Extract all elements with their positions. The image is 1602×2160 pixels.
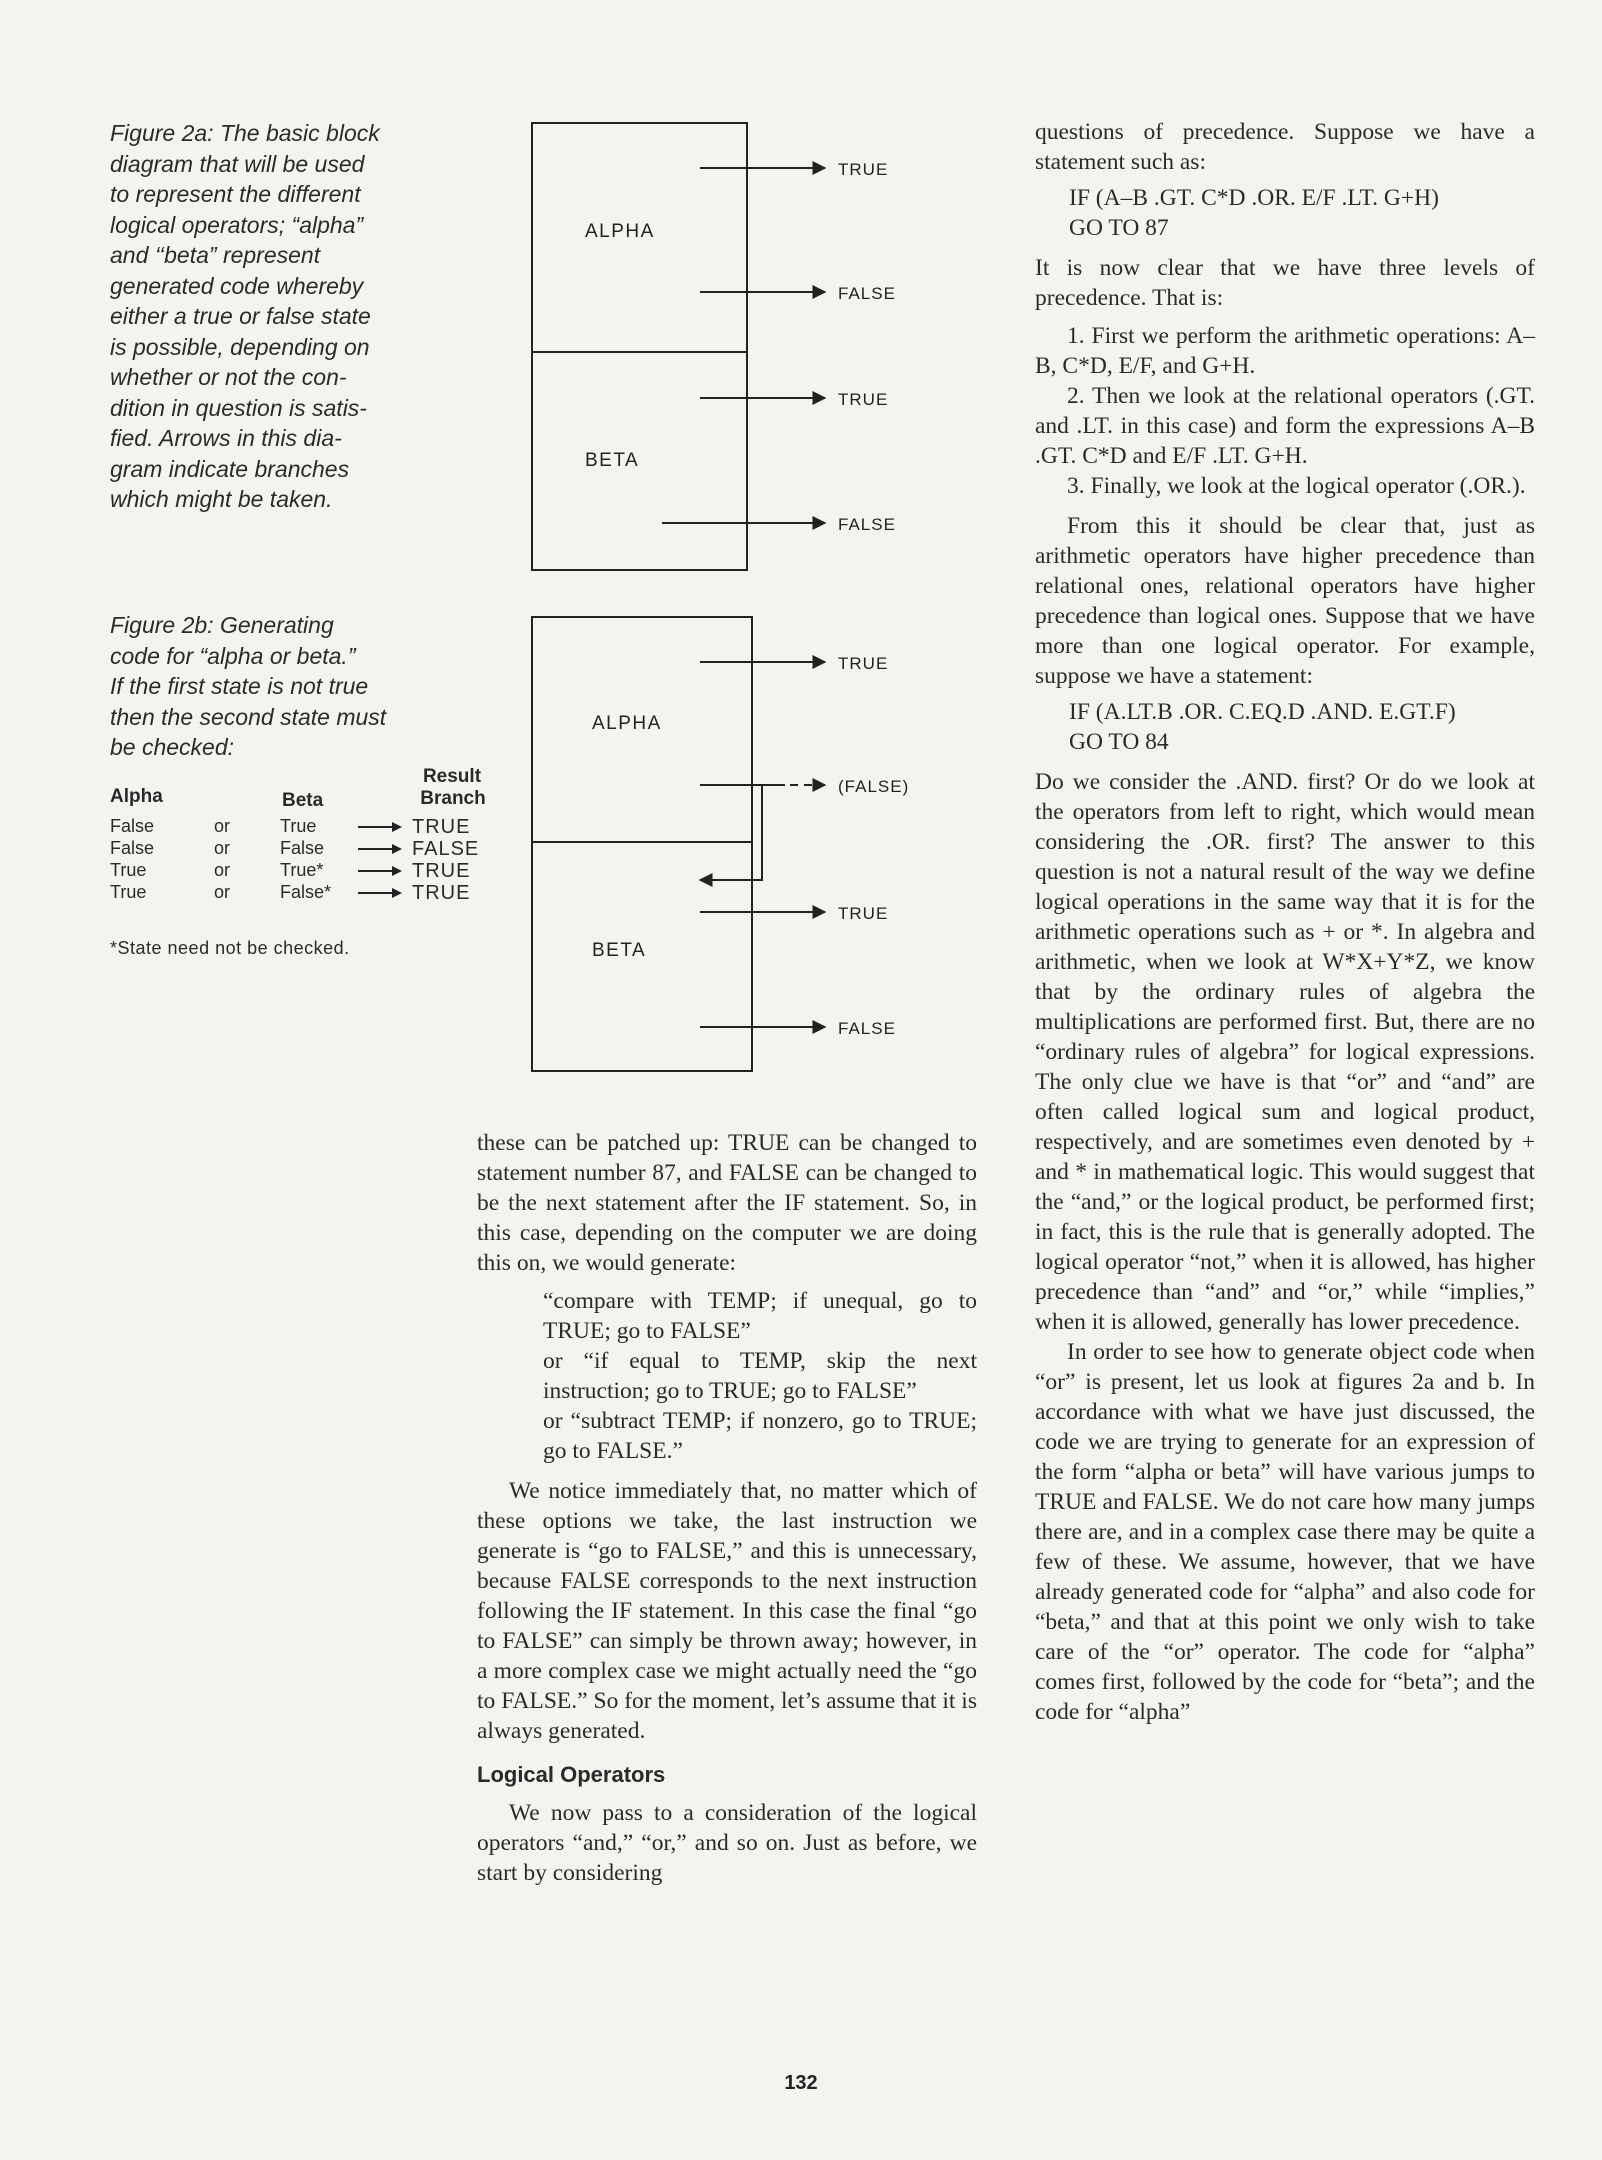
- right-column: [1035, 117, 1535, 1727]
- cell-beta: True: [280, 816, 317, 836]
- caption-line: Figure 2a: The basic block: [110, 120, 380, 146]
- arrow-icon: [358, 848, 398, 850]
- cell-alpha: False: [110, 816, 155, 836]
- cell-result: TRUE: [412, 860, 471, 882]
- block-box: [532, 617, 752, 1071]
- caption-line: fied. Arrows in this dia-: [110, 425, 342, 451]
- caption-line: either a true or false state: [110, 303, 371, 329]
- code-statement: [1069, 183, 1535, 243]
- caption-line: dition in question is satis-: [110, 394, 367, 421]
- caption-line: If the first state is not true: [110, 673, 369, 699]
- statement-line: GO TO 87: [1069, 215, 1169, 241]
- middle-column: [477, 1128, 977, 1888]
- figure-2b-diagram: [500, 612, 920, 1082]
- cell-op: or: [214, 860, 231, 880]
- table-row: [110, 882, 490, 904]
- code-quote: or “subtract TEMP; if nonzero, go to TRUE; go to FALSE.”: [543, 1408, 977, 1464]
- caption-line: then the second state must: [110, 703, 387, 730]
- figure-2a-diagram: [500, 118, 920, 588]
- caption-line: and ‘‘beta” represent: [110, 242, 321, 268]
- alpha-label: ALPHA: [585, 221, 655, 242]
- table-footnote: *State need not be checked.: [110, 938, 350, 958]
- cell-op: or: [214, 838, 231, 858]
- paragraph: these can be patched up: TRUE can be changed to statement number 87, and FALSE can be changed to be the next statement after the IF statement. So, in this case, depending on the computer we are doing this on, we would generate:: [477, 1130, 977, 1276]
- cell-result: FALSE: [412, 838, 480, 860]
- branch-label: FALSE: [838, 284, 896, 303]
- section-heading: Logical Operators: [477, 1762, 666, 1787]
- cell-op: or: [214, 882, 231, 902]
- code-quote: “compare with TEMP; if unequal, go to TRUE; go to FALSE”: [543, 1288, 977, 1344]
- caption-line: which might be taken.: [110, 486, 333, 512]
- statement-line: GO TO 84: [1069, 729, 1169, 755]
- list-item: 3. Finally, we look at the logical operator (.OR.).: [1067, 473, 1526, 499]
- beta-label: BETA: [592, 940, 647, 961]
- paragraph: Do we consider the .AND. first? Or do we look at the operators from left to right, which would mean considering the .OR. first? The answer to this question is not a natural result of the way we define logical operations in the same way that it is for the arithmetic operations such as + or *. In algebra and arithmetic, when we look at W*X+Y*Z, we know that by the ordinary rules of algebra the multiplications are performed first. But, there are no “ordinary rules of algebra” for logical expressions. The only clue we have is that “or” and “and” are often called logical sum and logical product, respectively, and are sometimes even denoted by + and * in mathematical logic. This would suggest that the “and,” or the logical product, be performed first; in fact, this is the rule that is generally adopted. The logical operator “not,” when it is allowed, has higher precedence than “and” and “or,” while “implies,” when it is allowed, generally has lower precedence.: [1035, 769, 1535, 1335]
- truth-table: [110, 768, 490, 904]
- caption-line: is possible, depending on: [110, 333, 370, 360]
- beta-label: BETA: [585, 450, 640, 471]
- caption-line: to represent the different: [110, 181, 361, 207]
- arrow-icon: [358, 826, 398, 828]
- arrow-icon: [358, 870, 398, 872]
- branch-label: TRUE: [838, 390, 889, 409]
- table-row: [110, 838, 490, 860]
- list-item: 2. Then we look at the relational operators (.GT. and .LT. in this case) and form the expressions A–B .GT. C*D and E/F .LT. G+H.: [1035, 383, 1535, 469]
- caption-line: gram indicate branches: [110, 455, 350, 482]
- cell-beta: True*: [280, 860, 324, 880]
- code-quote: or “if equal to TEMP, skip the next instruction; go to TRUE; go to FALSE”: [543, 1348, 977, 1404]
- caption-line: be checked:: [110, 734, 235, 760]
- figure-2a-caption: [110, 118, 410, 515]
- header-beta: Beta: [282, 790, 324, 811]
- cell-alpha: False: [110, 838, 155, 858]
- branch-label: (FALSE): [838, 777, 910, 796]
- header-branch: Branch: [420, 788, 486, 809]
- branch-label: TRUE: [838, 160, 889, 179]
- statement-line: IF (A.LT.B .OR. C.EQ.D .AND. E.GT.F): [1069, 699, 1456, 725]
- cell-beta: False: [280, 838, 325, 858]
- caption-line: code for “alpha or beta.”: [110, 642, 356, 669]
- paragraph: questions of precedence. Suppose we have a statement such as:: [1035, 119, 1535, 175]
- caption-line: logical operators; “alpha”: [110, 211, 364, 238]
- paragraph: From this it should be clear that, just as arithmetic operators have higher precedence than relational ones, relational operators have higher precedence than logical ones. Suppose that we have more than one logical operator. For example, suppose we have a statement:: [1035, 513, 1535, 689]
- branch-label: TRUE: [838, 654, 889, 673]
- list-item: 1. First we perform the arithmetic operations: A–B, C*D, E/F, and G+H.: [1035, 323, 1535, 379]
- code-statement: [1069, 697, 1535, 757]
- alpha-label: ALPHA: [592, 713, 662, 734]
- branch-label: FALSE: [838, 515, 896, 534]
- block-box: [532, 123, 747, 570]
- caption-line: whether or not the con-: [110, 364, 347, 390]
- paragraph: We now pass to a consideration of the logical operators “and,” “or,” and so on. Just as before, we start by considering: [477, 1800, 977, 1886]
- truth-table-header: [110, 768, 490, 816]
- cell-result: TRUE: [412, 882, 471, 904]
- paragraph: We notice immediately that, no matter which of these options we take, the last instruction we generate is “go to FALSE,” and this is unnecessary, because FALSE corresponds to the next instruction following the IF statement. In this case the final “go to FALSE” can simply be thrown away; however, in a more complex case we might actually need the “go to FALSE.” So for the moment, let’s assume that it is always generated.: [477, 1478, 977, 1744]
- cell-op: or: [214, 816, 231, 836]
- figure-2b-caption: [110, 610, 410, 763]
- paragraph: It is now clear that we have three levels of precedence. That is:: [1035, 255, 1535, 311]
- paragraph: In order to see how to generate object code when “or” is present, let us look at figures 2a and b. In accordance with what we have just discussed, the code we are trying to generate for an expression of the form “alpha or beta” will have various jumps to TRUE and FALSE. We do not care how many jumps there are, and in a complex case there may be quite a few of these. We assume, however, that we have already generated code for “alpha” and also code for “beta,” and that at this point we only wish to take care of the “or” operator. The code for “alpha” comes first, followed by the code for “beta”; and the code for “alpha”: [1035, 1339, 1535, 1725]
- page-number: 132: [784, 2072, 818, 2094]
- table-row: [110, 816, 490, 838]
- cell-alpha: True: [110, 882, 147, 902]
- statement-line: IF (A–B .GT. C*D .OR. E/F .LT. G+H): [1069, 185, 1439, 211]
- cell-alpha: True: [110, 860, 147, 880]
- caption-line: generated code whereby: [110, 272, 364, 299]
- cell-result: TRUE: [412, 816, 471, 838]
- arrow-icon: [358, 892, 398, 894]
- header-result: Result: [422, 766, 482, 787]
- cell-beta: False*: [280, 882, 332, 902]
- branch-label: FALSE: [838, 1019, 896, 1038]
- branch-label: TRUE: [838, 904, 889, 923]
- table-row: [110, 860, 490, 882]
- caption-line: Figure 2b: Generating: [110, 612, 334, 638]
- header-alpha: Alpha: [110, 786, 163, 807]
- caption-line: diagram that will be used: [110, 150, 365, 177]
